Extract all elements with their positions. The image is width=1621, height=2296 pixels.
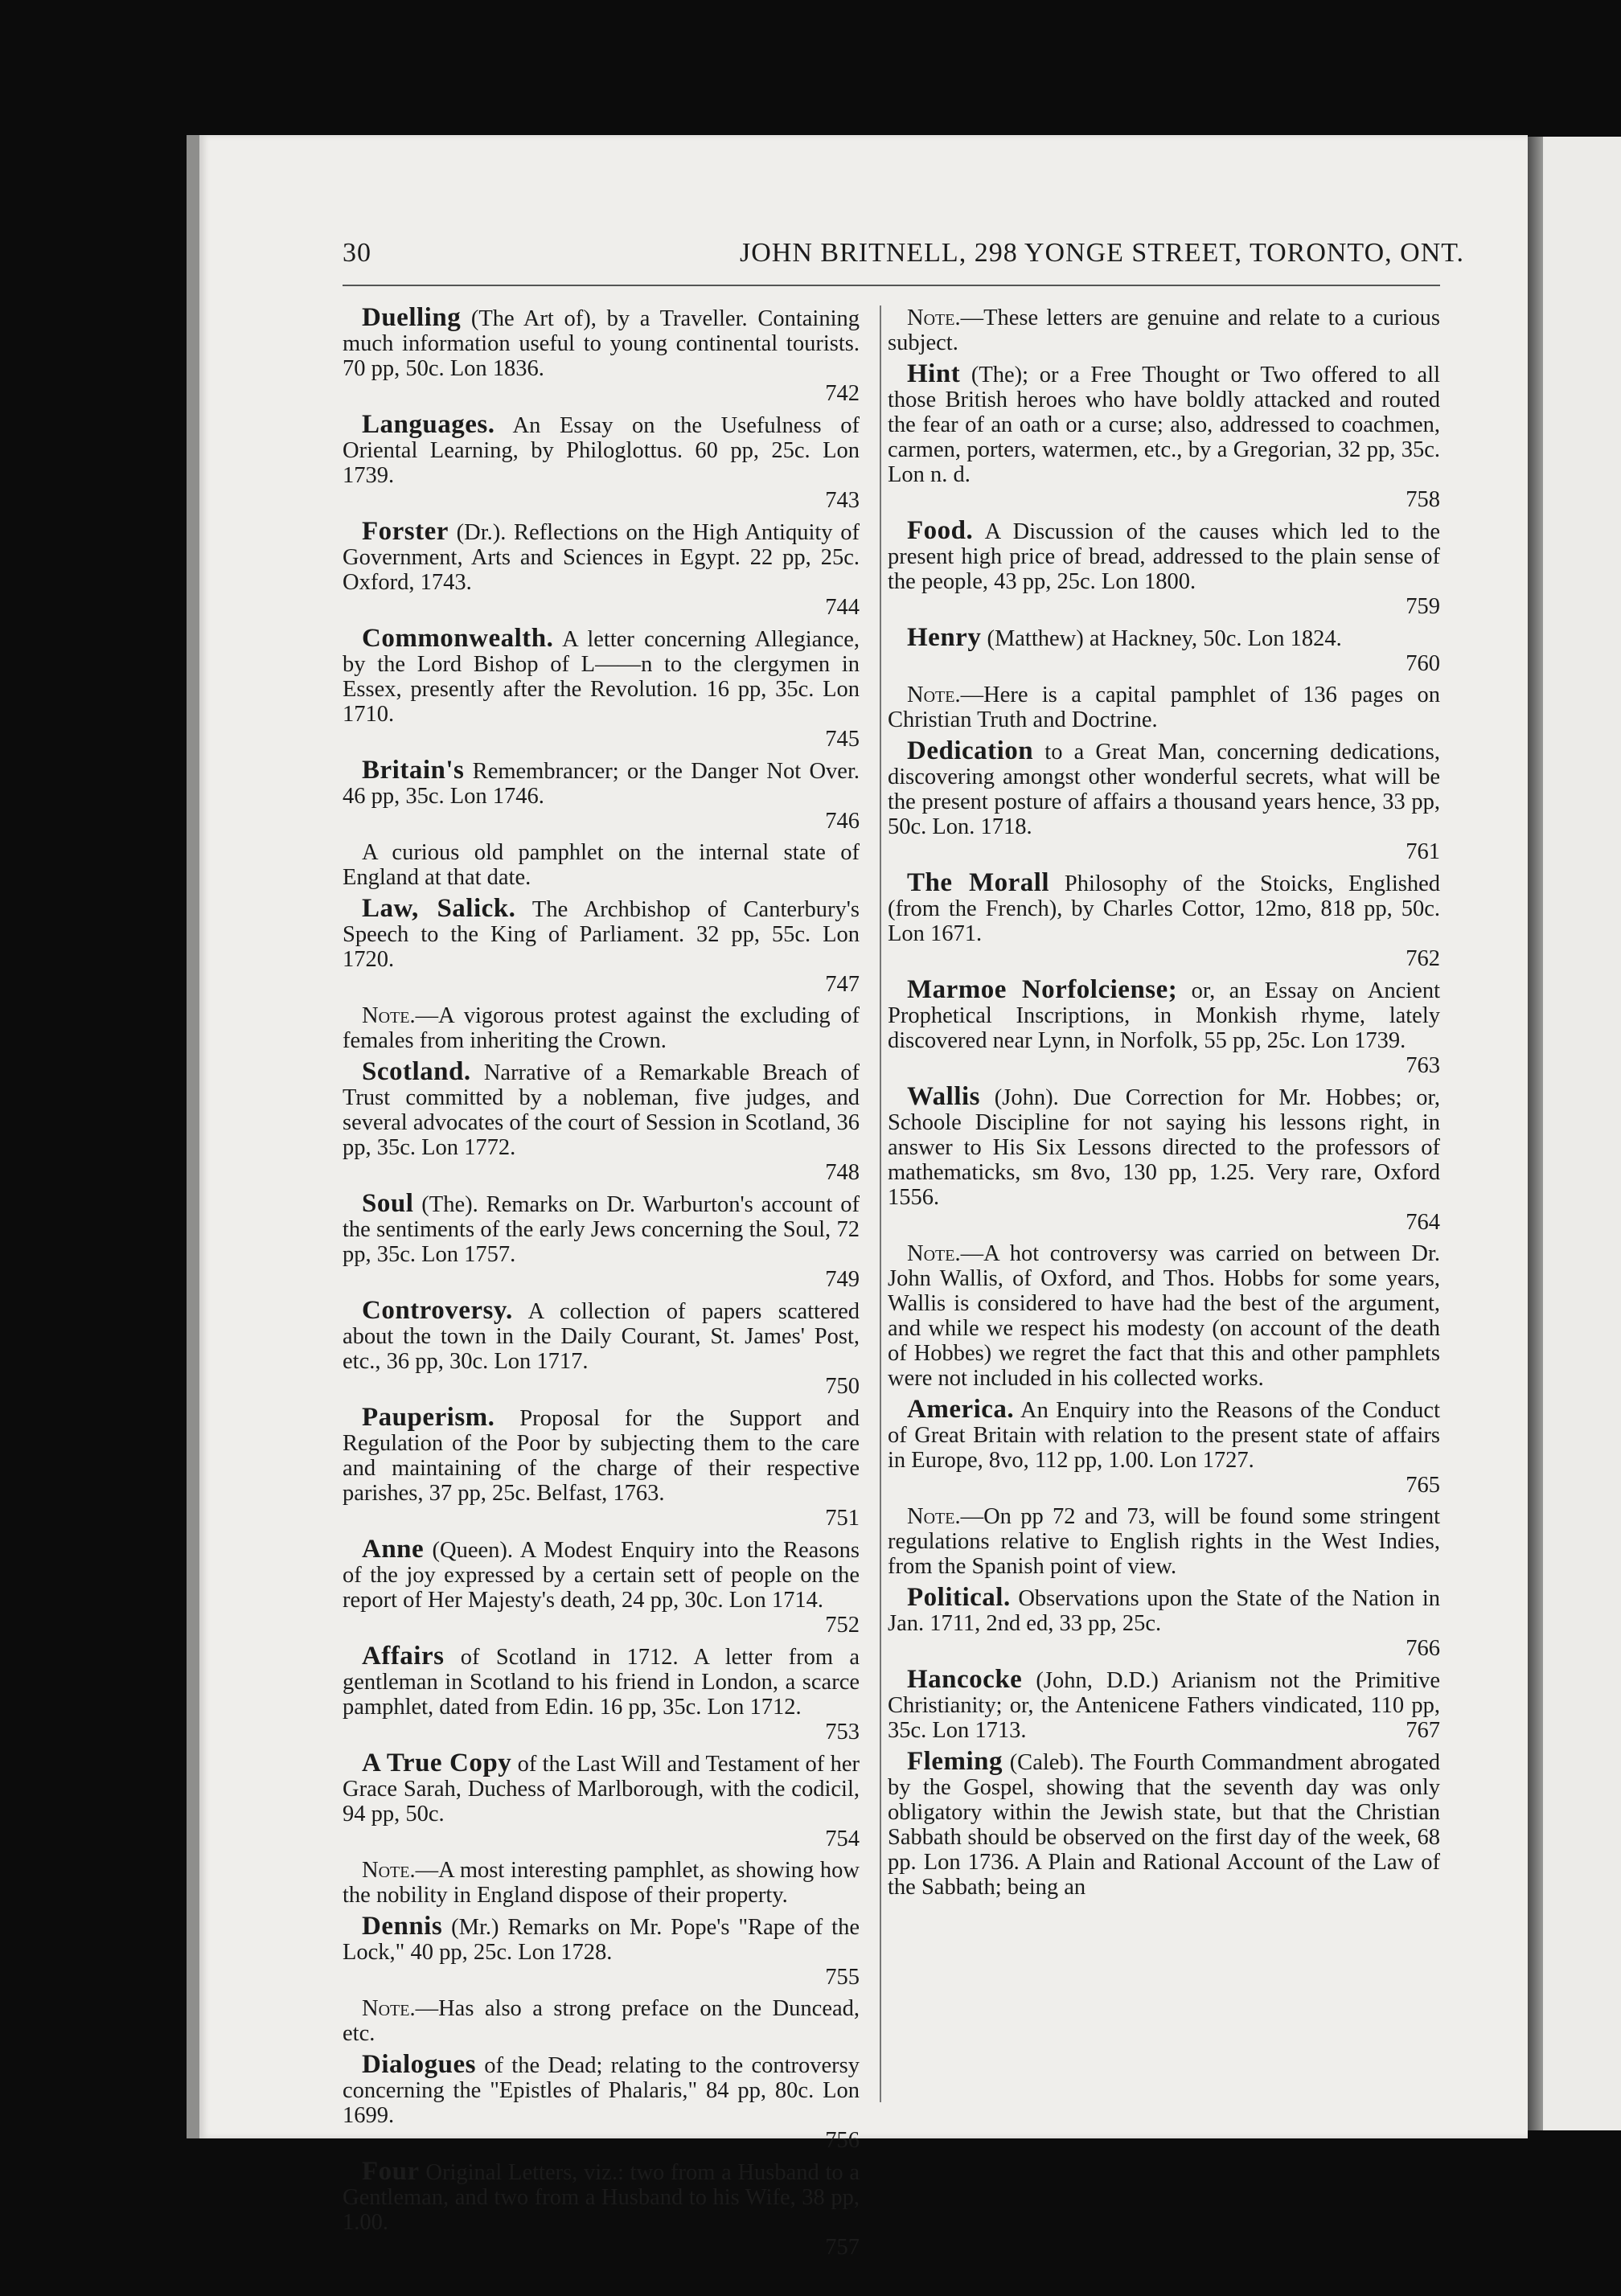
note-text: —A most interesting pamphlet, as showing how the nobility in England dispose of their property. — [343, 1858, 860, 1908]
catalogue-entry — [343, 896, 860, 997]
entry-keyword: Duelling — [362, 303, 462, 332]
catalogue-entry — [888, 516, 1440, 619]
entry-number: 744 — [825, 595, 860, 620]
entry-text: Observations upon the State of the Nation in Jan. 1711, 2nd ed, 33 pp, 25c. — [888, 1586, 1440, 1636]
entry-number: 755 — [825, 1965, 860, 1990]
catalogue-entry — [888, 1084, 1440, 1235]
note-label: Note. — [907, 683, 961, 707]
entry-keyword: The Morall — [907, 868, 1050, 897]
catalogue-entry — [343, 758, 860, 834]
entry-text: (The Art of), by a Traveller. Containing much information useful to young continental tourists. 70 pp, 50c. Lon 1836. — [343, 306, 860, 381]
catalogue-entry — [343, 1914, 860, 1990]
entry-number: 758 — [1406, 487, 1440, 512]
note-label: Note. — [362, 1003, 416, 1028]
entry-number: 765 — [1406, 1473, 1440, 1498]
entry-number: 764 — [1406, 1210, 1440, 1235]
entry-note — [888, 683, 1440, 732]
entry-text: The Archbishop of Canterbury's Speech to the King of Parliament. 32 pp, 55c. Lon 1720. — [343, 897, 860, 972]
note-label: Note. — [362, 1996, 416, 2021]
adjacent-page — [1524, 137, 1621, 2130]
catalogue-entry — [343, 519, 860, 620]
entry-text: Remembrancer; or the Danger Not Over. 46 pp, 35c. Lon 1746. — [343, 759, 860, 809]
catalogue-entry — [343, 2052, 860, 2153]
entry-keyword: Anne — [362, 1535, 425, 1564]
entry-text: or, an Essay on Ancient Prophetical Inscriptions, in Monkish rhyme, lately discovered near Lynn, in Norfolk, 55 pp, 25c. Lon 1739. — [888, 978, 1440, 1053]
note-label: Note. — [907, 305, 961, 330]
entry-number: 752 — [825, 1613, 860, 1638]
entry-number: 759 — [1406, 594, 1440, 619]
entry-keyword: Hancocke — [907, 1665, 1023, 1694]
catalogue-entry — [888, 1585, 1440, 1661]
entry-number: 749 — [825, 1267, 860, 1292]
entry-note — [343, 1858, 860, 1908]
catalogue-entry — [343, 305, 860, 406]
entry-keyword: Political. — [907, 1583, 1011, 1612]
entry-text: (Matthew) at Hackney, 50c. Lon 1824. — [981, 626, 1342, 651]
entry-text: Original Letters, viz.: two from a Husband to a Gentleman, and two from a Husband to his Wife, 38 pp, 1.00. — [343, 2160, 860, 2235]
catalogue-entry — [343, 1751, 860, 1851]
entry-keyword: Britain's — [362, 756, 465, 785]
entry-text: A Discussion of the causes which led to the present high price of bread, addressed to the plain sense of the people, 43 pp, 25c. Lon 1800. — [888, 519, 1440, 594]
running-title: JOHN BRITNELL, 298 YONGE STREET, TORONTO, ONT. — [740, 238, 1464, 268]
note-text: —Has also a strong preface on the Duncead, etc. — [343, 1996, 860, 2046]
catalogue-entry — [343, 1644, 860, 1745]
catalogue-entry — [888, 625, 1440, 676]
entry-text: A letter concerning Allegiance, by the Lord Bishop of L——n to the clergymen in Essex, presently after the Revolution. 16 pp, 35c. Lon 1710. — [343, 627, 860, 727]
entry-text: An Enquiry into the Reasons of the Conduct of Great Britain with relation to the present state of affairs in Europe, 8vo, 112 pp, 1.00. Lon 1727. — [888, 1398, 1440, 1473]
entry-number: 762 — [1406, 946, 1440, 971]
entry-note — [888, 1504, 1440, 1579]
page-header — [343, 238, 1464, 286]
catalogue-entry — [343, 1537, 860, 1638]
entry-number: 754 — [825, 1827, 860, 1851]
entry-keyword: Four — [362, 2157, 420, 2186]
catalogue-entry — [888, 736, 1440, 864]
entry-number: 753 — [825, 1720, 860, 1745]
entry-text: of the Dead; relating to the controversy concerning the "Epistles of Phalaris," 84 pp, 80c. Lon 1699. — [343, 2053, 860, 2128]
header-rule — [343, 285, 1440, 286]
entry-number: 745 — [825, 727, 860, 752]
catalogue-page — [187, 135, 1528, 2260]
catalogue-entry — [888, 1397, 1440, 1498]
entry-number: 743 — [825, 488, 860, 513]
entry-text: (Caleb). The Fourth Commandment abrogated by the Gospel, showing that the seventh day was only obligatory within the Jewish state, but that the Christian Sabbath should be observed on the first day of the week, 68 pp. Lon 1736. A Plain and Rational Account of the Law of the Sabbath; being an — [888, 1750, 1440, 1900]
entry-keyword: Dennis — [362, 1912, 443, 1941]
entry-keyword: Soul — [362, 1189, 414, 1218]
entry-keyword: A True Copy — [362, 1749, 512, 1777]
entry-keyword: Marmoe Norfolciense; — [907, 975, 1178, 1004]
entry-keyword: Forster — [362, 517, 449, 546]
entry-text: (Queen). A Modest Enquiry into the Reasons of the joy expressed by a certain sett of people on the report of Her Majesty's death, 24 pp, 30c. Lon 1714. — [343, 1538, 860, 1613]
entry-number: 748 — [825, 1160, 860, 1185]
column-divider — [880, 305, 881, 2102]
entry-text: of Scotland in 1712. A letter from a gentleman in Scotland to his friend in London, a scarce pamphlet, dated from Edin. 16 pp, 35c. Lon 1712. — [343, 1645, 860, 1720]
entry-number: 757 — [825, 2235, 860, 2260]
catalogue-entry — [888, 868, 1440, 971]
note-text: —Here is a capital pamphlet of 136 pages on Christian Truth and Doctrine. — [888, 683, 1440, 732]
entry-text: (Mr.) Remarks on Mr. Pope's "Rape of the Lock," 40 pp, 25c. Lon 1728. — [343, 1915, 860, 1965]
entry-keyword: Wallis — [907, 1082, 981, 1111]
entry-number: 751 — [825, 1506, 860, 1531]
catalogue-entry — [343, 626, 860, 752]
page-number: 30 — [343, 238, 371, 268]
entry-keyword: Dedication — [907, 736, 1034, 765]
entry-remark: A curious old pamphlet on the internal state of England at that date. — [343, 840, 860, 890]
entry-number: 746 — [825, 809, 860, 834]
entry-keyword: Languages. — [362, 410, 495, 439]
entry-text: of the Last Will and Testament of her Grace Sarah, Duchess of Marlborough, with the codicil, 94 pp, 50c. — [343, 1752, 860, 1827]
catalogue-entry — [343, 1057, 860, 1185]
catalogue-entry — [343, 1191, 860, 1292]
catalogue-entry — [888, 1749, 1440, 1900]
entry-text: (John, D.D.) Arianism not the Primitive Christianity; or, the Antenicene Fathers vindicated, 110 pp, 35c. Lon 1713. — [888, 1668, 1440, 1743]
entry-text: (John). Due Correction for Mr. Hobbes; or, Schoole Discipline for not saying his lessons right, in answer to His Six Lessons directed to the professors of mathematicks, sm 8vo, 130 pp, 1.25. Very rare, Oxford 1556. — [888, 1085, 1440, 1210]
entry-keyword: Scotland. — [362, 1057, 471, 1086]
note-text: —On pp 72 and 73, will be found some stringent regulations relative to English rights in the West Indies, from the Spanish point of view. — [888, 1504, 1440, 1579]
entry-text: (The). Remarks on Dr. Warburton's account of the sentiments of the early Jews concerning the Soul, 72 pp, 35c. Lon 1757. — [343, 1192, 860, 1267]
entry-note — [343, 1003, 860, 1053]
entry-keyword: Henry — [907, 623, 982, 652]
right-column — [888, 305, 1440, 1906]
entry-keyword: Dialogues — [362, 2050, 477, 2079]
left-column — [343, 305, 860, 2266]
entry-note — [888, 305, 1440, 355]
entry-text: A collection of papers scattered about the town in the Daily Courant, St. James' Post, etc., 36 pp, 30c. Lon 1717. — [343, 1299, 860, 1374]
entry-text: Philosophy of the Stoicks, Englished (from the French), by Charles Cottor, 12mo, 818 pp, 50c. Lon 1671. — [888, 871, 1440, 946]
entry-keyword: Hint — [907, 359, 961, 388]
entry-keyword: Pauperism. — [362, 1403, 495, 1432]
entry-keyword: Commonwealth. — [362, 624, 554, 653]
entry-text: Narrative of a Remarkable Breach of Trust committed by a nobleman, five judges, and several advocates of the court of Session in Scotland, 36 pp, 35c. Lon 1772. — [343, 1060, 860, 1160]
entry-note — [888, 1241, 1440, 1391]
entry-number: 763 — [1406, 1053, 1440, 1078]
entry-text: to a Great Man, concerning dedications, discovering amongst other wonderful secrets, what will be the present posture of affairs a thousand years hence, 33 pp, 50c. Lon. 1718. — [888, 740, 1440, 839]
entry-keyword: Affairs — [362, 1642, 445, 1671]
entry-number: 747 — [825, 972, 860, 997]
entry-text: Proposal for the Support and Regulation of the Poor by subjecting them to the care and maintaining of the charge of their respective parishes, 37 pp, 25c. Belfast, 1763. — [343, 1406, 860, 1506]
entry-number: 750 — [825, 1374, 860, 1399]
entry-number: 742 — [825, 381, 860, 406]
entry-keyword: Law, Salick. — [362, 894, 516, 923]
entry-note — [343, 1996, 860, 2046]
catalogue-entry — [888, 1667, 1440, 1743]
entry-keyword: Fleming — [907, 1747, 1003, 1776]
catalogue-entry — [343, 1405, 860, 1531]
note-label: Note. — [907, 1241, 961, 1266]
entry-keyword: Controversy. — [362, 1296, 513, 1325]
entry-number: 760 — [1406, 651, 1440, 676]
entry-number: 756 — [825, 2128, 860, 2153]
entry-number: 761 — [1406, 839, 1440, 864]
note-label: Note. — [907, 1504, 961, 1529]
entry-number: 767 — [1406, 1718, 1440, 1743]
entry-text: An Essay on the Usefulness of Oriental Learning, by Philoglottus. 60 pp, 25c. Lon 1739. — [343, 413, 860, 488]
note-text: —These letters are genuine and relate to a curious subject. — [888, 305, 1440, 355]
note-label: Note. — [362, 1858, 416, 1883]
catalogue-entry — [888, 359, 1440, 512]
catalogue-entry — [343, 2159, 860, 2260]
entry-keyword: America. — [907, 1395, 1015, 1424]
entry-keyword: Food. — [907, 516, 974, 545]
entry-text: (The); or a Free Thought or Two offered to all those British heroes who have boldly attacked and routed the fear of an oath or a curse; also, addressed to coachmen, carmen, porters, watermen, etc., by a Gregorian, 32 pp, 35c. Lon n. d. — [888, 363, 1440, 487]
entry-text: (Dr.). Reflections on the High Antiquity of Government, Arts and Sciences in Egypt. 22 pp, 25c. Oxford, 1743. — [343, 520, 860, 595]
catalogue-entry — [343, 1298, 860, 1399]
entry-number: 766 — [1406, 1636, 1440, 1661]
note-text: —A hot controversy was carried on between Dr. John Wallis, of Oxford, and Thos. Hobbs for some years, Wallis is considered to have had the best of the argument, and while we respect his modesty (on account of the death of Hobbes) we regret the fact that this and other pamphlets were not included in his collected works. — [888, 1241, 1440, 1391]
note-text: —A vigorous protest against the excluding of females from inheriting the Crown. — [343, 1003, 860, 1053]
catalogue-entry — [888, 975, 1440, 1078]
catalogue-entry — [343, 412, 860, 513]
